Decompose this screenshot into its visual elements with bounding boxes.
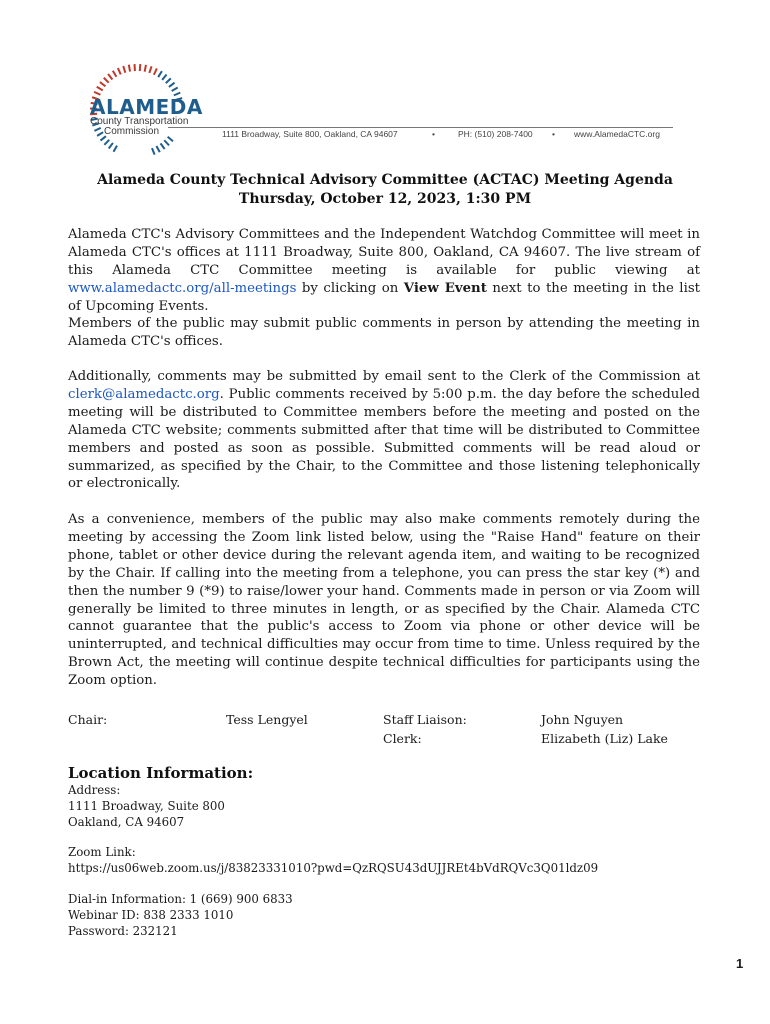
header-phone: PH: (510) 208-7400 — [458, 129, 533, 139]
logo-ray — [129, 65, 130, 72]
address-line-1: 1111 Broadway, Suite 800 — [68, 799, 225, 813]
logo-ray — [152, 148, 155, 154]
logo-ray — [114, 146, 118, 152]
page-number: 1 — [736, 956, 744, 971]
email-comments-paragraph: Additionally, comments may be submitted by email sent to the Clerk of the Commission at clerk@alamedactc.org. Public comments received by 5:00 p.m. the day before the scheduled meeting will be distributed to Committee members before the meeting and posted on the Alameda CTC website; comments submitted after that time will be distributed to Committee members and posted as soon as possible. Submitted comments will be read aloud or summarized, as specified by the Chair, to the Committee and those listening telephonically or electronically. — [68, 369, 700, 492]
zoom-comments-paragraph: As a convenience, members of the public may also make comments remotely during the meeting by accessing the Zoom link listed below, using the "Raise Hand" feature on their phone, tablet or other device during the relevant agenda item, and waiting to be recognized by the Chair. If calling into the meeting from a telephone, you can press the star key (*) and then the number 9 (*9) to raise/lower your hand. Comments made in person or via Zoom will generally be limited to three minutes in length, or as specified by the Chair. Alameda CTC cannot guarantee that the public's access to Zoom via phone or other device will be uninterrupted, and technical difficulties may occur from time to time. Unless required by the Brown Act, the meeting will continue despite technical difficulties for participants using the Zoom option. — [68, 512, 700, 689]
logo-ray — [166, 78, 171, 83]
zoom-link[interactable]: https://us06web.zoom.us/j/83823331010?pwd=QzRQSU43dUJJREt4bVdRQVc3Q01ldz09 — [68, 861, 599, 875]
view-event-text: View Event — [403, 280, 487, 296]
logo-ray — [109, 143, 113, 149]
clerk-email-link[interactable]: clerk@alamedactc.org — [68, 386, 220, 402]
logo-ray — [156, 146, 159, 152]
header-separator: • — [552, 129, 555, 139]
logo-ray — [172, 88, 178, 92]
zoom-label: Zoom Link: — [68, 845, 136, 859]
logo-ray — [100, 82, 106, 86]
logo-ray — [94, 128, 100, 131]
logo-ray — [158, 71, 162, 77]
logo-ray — [149, 66, 151, 73]
logo-ray — [104, 140, 109, 145]
logo-ray — [162, 74, 166, 79]
logo-ray — [108, 74, 112, 80]
logo-name: ALAMEDA — [90, 95, 203, 119]
logo-ray — [113, 71, 117, 77]
logo-ray — [104, 78, 109, 83]
intro-paragraph: Alameda CTC's Advisory Committees and the Independent Watchdog Committee will meet in Alameda CTC's offices at 1111 Broadway, Suite 800, Oakland, CA 94607. The live stream of this Alameda CTC Committee meeting is available for public viewing at www.alamedactc.org/all-meetings by clicking on View Event next to the meeting in the list of Upcoming Events. — [68, 227, 700, 314]
meetings-link[interactable]: www.alamedactc.org/all-meetings — [68, 280, 297, 296]
agenda-title: Alameda County Technical Advisory Committee (ACTAC) Meeting Agenda — [97, 172, 673, 188]
logo-ray — [97, 87, 103, 91]
logo-ray — [154, 68, 157, 74]
password: Password: 232121 — [68, 924, 178, 938]
logo-ray — [97, 132, 103, 136]
in-person-paragraph: Members of the public may submit public comments in person by attending the meeting in Alameda CTC's offices. — [68, 316, 700, 349]
meeting-date: Thursday, October 12, 2023, 1:30 PM — [238, 191, 532, 207]
logo-ray — [161, 143, 165, 149]
logo-ray — [118, 68, 121, 74]
header-address: 1111 Broadway, Suite 800, Oakland, CA 94607 — [222, 129, 398, 139]
address-label: Address: — [68, 783, 121, 797]
staff-liaison-label: Staff Liaison: — [383, 712, 467, 727]
logo-ray — [123, 66, 125, 73]
webinar-id: Webinar ID: 838 2333 1010 — [68, 908, 234, 922]
logo-subtitle-1: County Transportation — [90, 116, 189, 127]
dial-in-info: Dial-in Information: 1 (669) 900 6833 — [68, 892, 293, 906]
clerk-label: Clerk: — [383, 731, 422, 746]
chair-name: Tess Lengyel — [226, 712, 308, 727]
logo-ray — [145, 65, 146, 72]
logo-ray — [169, 83, 175, 87]
logo-subtitle-2: Commission — [104, 126, 160, 137]
clerk-name: Elizabeth (Liz) Lake — [541, 731, 668, 746]
address-line-2: Oakland, CA 94607 — [68, 815, 185, 829]
chair-label: Chair: — [68, 712, 108, 727]
header-website: www.AlamedaCTC.org — [574, 129, 660, 139]
staff-liaison-name: John Nguyen — [541, 712, 624, 727]
header-divider — [168, 127, 673, 128]
logo-ray — [164, 140, 169, 145]
logo-ray — [168, 137, 173, 141]
location-heading: Location Information: — [68, 764, 254, 782]
header-separator: • — [432, 129, 435, 139]
